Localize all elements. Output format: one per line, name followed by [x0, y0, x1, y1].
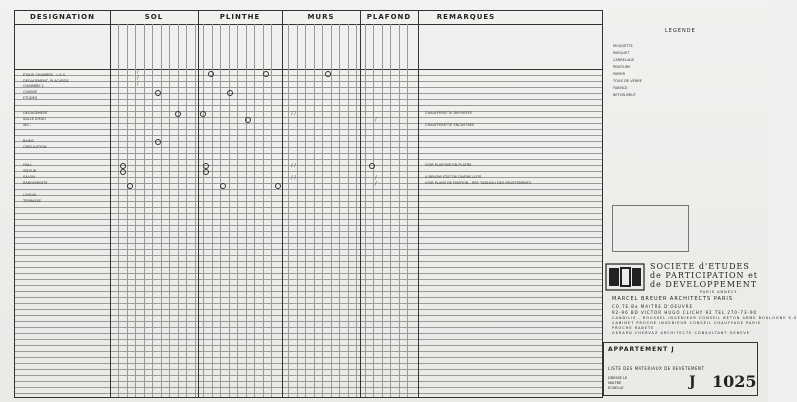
remark-note: CHAUFFERETTE DEPORTEE	[425, 111, 472, 115]
row-rule	[15, 165, 602, 166]
row-label: ETUDES	[23, 96, 38, 100]
row-rule	[15, 225, 602, 226]
row-rule	[15, 261, 602, 262]
title-block-field: DRESSE LE	[608, 376, 628, 380]
column-rule-major	[418, 11, 419, 397]
column-rule	[339, 24, 340, 397]
row-rule	[15, 369, 602, 370]
row-rule	[15, 153, 602, 154]
row-label: SALON	[23, 175, 35, 179]
header-plinthe: PLINTHE	[198, 11, 283, 24]
row-rule	[15, 243, 602, 244]
legend-item: CARRELAGE	[613, 58, 635, 62]
column-rule	[186, 24, 187, 397]
column-rule	[237, 24, 238, 397]
table-mark: /	[375, 175, 377, 181]
materials-table	[14, 10, 603, 398]
column-rule	[314, 24, 315, 397]
company-name-line1: SOCIETE d'ETUDES	[650, 262, 750, 271]
header-remarques: REMARQUES	[436, 13, 496, 21]
subheader-rule	[15, 69, 602, 70]
legend-item: PAPIER	[613, 72, 626, 76]
column-rule	[178, 24, 179, 397]
column-rule	[263, 24, 264, 397]
column-rule	[382, 24, 383, 397]
row-label: RANGEMENTS	[23, 181, 48, 185]
row-rule	[15, 279, 602, 280]
column-rule	[144, 24, 145, 397]
row-label: SALLE D'EAU	[23, 117, 46, 121]
row-rule	[15, 171, 602, 172]
approval-stamp-box	[612, 205, 689, 252]
header-designation: DESIGNATION	[15, 11, 111, 24]
address-line: 92-96 BD VICTOR HUGO CLICHY 92 TEL 270-73-90	[612, 310, 758, 315]
row-rule	[15, 99, 602, 100]
row-rule	[15, 255, 602, 256]
column-rule	[195, 24, 196, 397]
row-rule	[15, 147, 602, 148]
row-rule	[15, 231, 602, 232]
column-rule	[229, 24, 230, 397]
row-label: HALL	[23, 163, 32, 167]
legend-item: PARQUET	[613, 51, 630, 55]
row-rule	[15, 273, 602, 274]
title-block-number: 1025	[712, 372, 757, 391]
row-rule	[15, 237, 602, 238]
table-mark: / /	[291, 111, 296, 117]
column-rule	[331, 24, 332, 397]
company-name-line2: de PARTICIPATION et	[650, 271, 759, 280]
row-rule	[15, 363, 602, 364]
title-block-field: ECHELLE	[608, 386, 624, 390]
table-circle	[325, 71, 331, 77]
row-rule	[15, 159, 602, 160]
table-circle	[245, 117, 251, 123]
title-block-field: MAITRE	[608, 381, 622, 385]
legend-item: BETON BRUT	[613, 93, 636, 97]
column-rule	[169, 24, 170, 397]
row-label: CIRCULATION	[23, 145, 47, 149]
header-plafond: PLAFOND	[360, 11, 419, 24]
column-rule	[390, 24, 391, 397]
row-rule	[15, 213, 602, 214]
row-label: SEJOUR	[23, 169, 37, 173]
row-rule	[15, 321, 602, 322]
column-rule	[246, 24, 247, 397]
column-rule-major	[360, 11, 361, 397]
table-circle	[200, 111, 206, 117]
column-rule-major	[282, 11, 283, 397]
engineer-line: PROCHE RABETE	[612, 326, 655, 330]
table-circle	[120, 169, 126, 175]
row-rule	[15, 291, 602, 292]
row-rule	[15, 219, 602, 220]
row-label: TERRASSE	[23, 199, 42, 203]
row-rule	[15, 111, 602, 112]
column-rule	[135, 24, 136, 397]
column-rule-major	[110, 11, 111, 397]
table-circle	[220, 183, 226, 189]
row-rule	[15, 75, 602, 76]
row-rule	[15, 87, 602, 88]
row-rule	[15, 381, 602, 382]
row-rule	[15, 81, 602, 82]
legend-item: PEINTURE	[613, 65, 631, 69]
row-rule	[15, 387, 602, 388]
row-label: BAINS	[23, 139, 34, 143]
row-rule	[15, 327, 602, 328]
column-rule	[220, 24, 221, 397]
column-rule	[322, 24, 323, 397]
row-rule	[15, 303, 602, 304]
column-rule	[356, 24, 357, 397]
row-rule	[15, 267, 602, 268]
title-block-letter: J	[689, 374, 696, 390]
row-rule	[15, 93, 602, 94]
row-rule	[15, 195, 602, 196]
row-rule	[15, 189, 602, 190]
column-rule	[399, 24, 400, 397]
row-rule	[15, 123, 602, 124]
row-rule	[15, 117, 602, 118]
remark-note: CHAUFFERETTE ENCASTREE	[425, 123, 475, 127]
column-rule	[305, 24, 306, 397]
row-rule	[15, 177, 602, 178]
table-circle	[203, 169, 209, 175]
maitre-oeuvre-line: CO.TE.Ba MAITRE D'OEUVRE	[612, 304, 693, 309]
row-rule	[15, 249, 602, 250]
row-rule	[15, 351, 602, 352]
row-label: DEGAGEMENT, PLACARDS	[23, 79, 69, 83]
column-rule	[161, 24, 162, 397]
column-rule	[407, 24, 408, 397]
row-rule	[15, 141, 602, 142]
table-mark: /	[137, 81, 139, 87]
row-rule	[15, 357, 602, 358]
column-rule	[152, 24, 153, 397]
column-rule	[203, 24, 204, 397]
row-rule	[15, 315, 602, 316]
table-mark: /	[375, 181, 377, 187]
table-circle	[175, 111, 181, 117]
remark-note: VOIR PLAFOND EN PLATRE	[425, 163, 472, 167]
row-label: DEGAGEMENT	[23, 111, 48, 115]
row-rule	[15, 393, 602, 394]
row-rule	[15, 297, 602, 298]
column-rule	[373, 24, 374, 397]
engineer-line: GERARD CHERVAZ ARCHITECTE CONSULTANT GENEVE	[612, 331, 751, 335]
table-mark: /	[137, 75, 139, 81]
company-logo-icon	[605, 262, 645, 292]
row-rule	[15, 135, 602, 136]
column-rule	[254, 24, 255, 397]
row-label: ETAGE CHAMBRE - L.E.S.	[23, 73, 67, 77]
row-rule	[15, 333, 602, 334]
row-rule	[15, 339, 602, 340]
table-mark: /	[137, 69, 139, 75]
header-sol: SOL	[110, 11, 199, 24]
table-mark: /	[375, 117, 377, 123]
legend-item: TOILE DE VERRE	[613, 79, 642, 83]
engineer-line: CABINET PROCHE INGENIEUR CONSEIL CHAUFFAGE PARIS	[612, 321, 762, 325]
row-rule	[15, 309, 602, 310]
row-rule	[15, 207, 602, 208]
title-block-subtitle: LISTE DES MATERIAUX DE REVETEMENT	[608, 366, 705, 371]
legend-item: FAIENCE	[613, 86, 628, 90]
remark-note: VOIR PLANS DE FINITION - REF. TABLEAU DES REVETEMENTS	[425, 181, 532, 185]
table-circle	[155, 90, 161, 96]
row-label: CUISINE	[23, 90, 38, 94]
legend-title: LEGENDE	[665, 28, 696, 34]
column-rule	[348, 24, 349, 397]
table-circle	[263, 71, 269, 77]
column-rule	[271, 24, 272, 397]
row-label: LOGGIA	[23, 193, 37, 197]
row-rule	[15, 105, 602, 106]
title-block-title: APPARTEMENT J	[608, 346, 675, 353]
column-rule-major	[198, 11, 199, 397]
legend-item: MOQUETTE	[613, 44, 633, 48]
column-rule	[288, 24, 289, 397]
row-rule	[15, 285, 602, 286]
table-circle	[155, 139, 161, 145]
table-circle	[275, 183, 281, 189]
remark-note: A REVOIR ETAT DE DIVERS LOTS	[425, 175, 482, 179]
company-name-line3: de DEVELOPPEMENT	[650, 280, 758, 289]
row-rule	[15, 375, 602, 376]
table-mark: / /	[291, 175, 296, 181]
title-block	[603, 342, 758, 396]
row-rule	[15, 201, 602, 202]
row-rule	[15, 345, 602, 346]
row-rule	[15, 129, 602, 130]
header-rule	[15, 24, 602, 25]
column-rule	[118, 24, 119, 397]
row-label: CHAMBRE 1	[23, 84, 44, 88]
column-rule	[212, 24, 213, 397]
column-rule	[365, 24, 366, 397]
row-label: W.C.	[23, 123, 31, 127]
header-murs: MURS	[282, 11, 361, 24]
table-mark: / /	[291, 163, 296, 169]
table-circle	[369, 163, 375, 169]
table-circle	[227, 90, 233, 96]
architects-line: MARCEL BREUER ARCHITECTS PARIS	[612, 296, 734, 302]
engineer-line: CANDILIS - ROUSSEL INGENIEUR CONSEIL BETON ARME BOULOGNE S.S	[612, 316, 797, 320]
legend-panel	[610, 10, 758, 200]
column-rule	[127, 24, 128, 397]
table-circle	[127, 183, 133, 189]
company-city: PARIS ANNECY	[700, 290, 738, 294]
column-rule	[297, 24, 298, 397]
table-circle	[208, 71, 214, 77]
